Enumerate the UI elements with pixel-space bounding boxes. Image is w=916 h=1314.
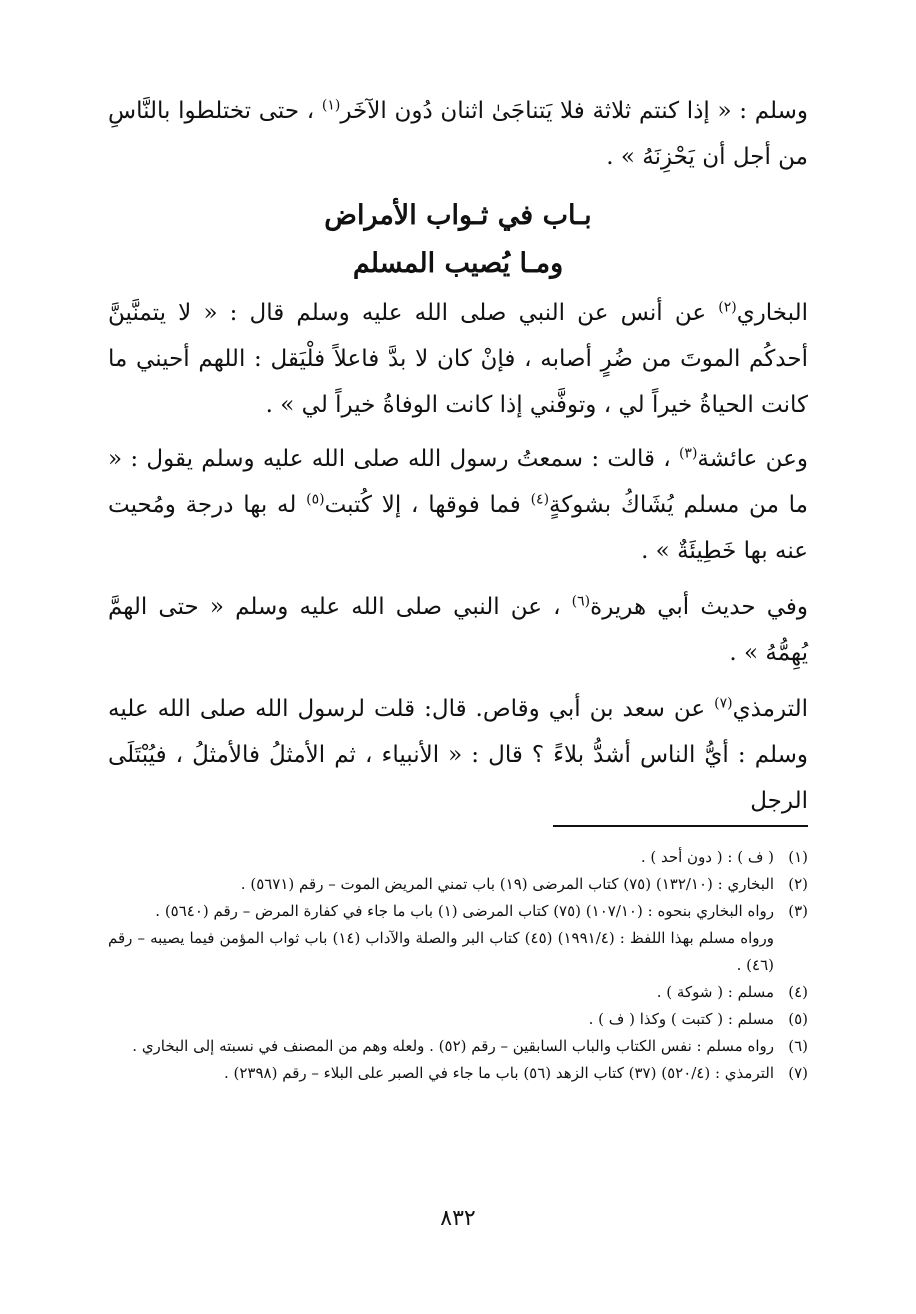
footnotes-section	[108, 844, 808, 1087]
footnote-3	[108, 898, 808, 925]
footnote-1	[108, 844, 808, 871]
paragraph-text: ، عن النبي صلى الله عليه وسلم « حتى الهمَّ يُهِمُّهُ » .	[108, 594, 808, 666]
footnote-text: مسلم : ( شوكة ) .	[656, 983, 774, 1001]
footnote-5	[108, 1006, 808, 1033]
paragraph-text: له بها درجة ومُحيت عنه بها خَطِيئَةٌ » .	[108, 492, 808, 564]
footnote-3-continuation: ورواه مسلم بهذا اللفظ : (١٩٩١/٤) (٤٥) كتاب البر والصلة والآداب (١٤) باب ثواب المؤمن فيما يصيبه – رقم (٤٦) .	[108, 929, 774, 974]
paragraph-text: وعن عائشة	[697, 446, 809, 472]
footnote-number: (٤)	[788, 983, 808, 1001]
footnote-ref-7: (٧)	[714, 695, 733, 712]
footnote-2	[108, 871, 808, 898]
page-number: ٨٣٢	[440, 1206, 476, 1231]
chapter-heading-line-2: ومـا يُصيب المسلم	[352, 248, 564, 279]
footnote-text: الترمذي : (٥٢٠/٤) (٣٧) كتاب الزهد (٥٦) باب ما جاء في الصبر على البلاء – رقم (٢٣٩٨) .	[223, 1064, 774, 1082]
footnote-7	[108, 1060, 808, 1087]
footnote-ref-5: (٥)	[306, 491, 325, 508]
footnote-number: (٣)	[788, 902, 808, 920]
chapter-heading-line-1: بـاب في ثـواب الأمراض	[324, 200, 592, 231]
footnote-number: (٥)	[788, 1010, 808, 1028]
footnote-number: (٧)	[788, 1064, 808, 1082]
paragraph-text: وسلم : « إذا كنتم ثلاثة فلا يَتناجَىٰ اثنان دُون الآخَر	[340, 98, 808, 124]
hadith-tirmidhi-saad	[108, 686, 808, 824]
paragraph-continuation	[108, 88, 808, 180]
paragraph-text: وفي حديث أبي هريرة	[590, 594, 808, 620]
footnote-ref-6: (٦)	[571, 593, 591, 610]
paragraph-text: ، حتى تختلطوا بالنَّاسِ من أجل أن يَحْزِنَهُ » .	[108, 98, 808, 170]
paragraph-text: عن سعد بن أبي وقاص. قال: قلت لرسول الله صلى الله عليه وسلم : أيُّ الناس أشدُّ بلاءً ؟ قال : « الأنبياء ، ثم الأمثلُ فالأمثلُ ، فيُبْتَلَى الرجل	[108, 696, 808, 814]
footnote-text: ( ف ) : ( دون أحد ) .	[640, 848, 774, 866]
footnote-ref-1: (١)	[321, 97, 341, 114]
hadith-aisha	[108, 436, 808, 574]
footnote-6	[108, 1033, 808, 1060]
footnote-number: (٦)	[788, 1037, 808, 1055]
paragraph-text: فما فوقها ، إلا كُتبت	[324, 492, 531, 518]
footnote-text: رواه البخاري بنحوه : (١٠٧/١٠) (٧٥) كتاب المرضى (١) باب ما جاء في كفارة المرض – رقم (٥٦٤٠) .	[155, 902, 774, 920]
footnote-ref-4: (٤)	[530, 491, 550, 508]
footnote-text: مسلم : ( كتبت ) وكذا ( ف ) .	[588, 1010, 774, 1028]
footnote-number: (١)	[788, 848, 808, 866]
footnote-separator	[553, 825, 808, 827]
footnote-number: (٢)	[788, 875, 808, 893]
footnote-ref-3: (٣)	[678, 445, 698, 462]
footnote-ref-2: (٢)	[718, 299, 737, 316]
paragraph-text: ، قالت : سمعتُ رسول الله صلى الله عليه وسلم يقول : « ما من مسلم يُشَاكُ بشوكةٍ	[108, 446, 808, 518]
paragraph-text: عن أنس عن النبي صلى الله عليه وسلم قال : « لا يتمنَّينَّ أحدكُم الموتَ من ضُرٍ أصابه ، فإنْ كان لا بدَّ فاعلاً فلْيَقل : اللهم أحيني ما كانت الحياةُ خيراً لي ، وتوفَّني إذا كانت الوفاةُ خيراً لي » .	[108, 300, 808, 418]
footnote-text: البخاري : (١٣٢/١٠) (٧٥) كتاب المرضى (١٩) باب تمني المريض الموت – رقم (٥٦٧١) .	[240, 875, 774, 893]
footnote-4	[108, 979, 808, 1006]
hadith-abu-hurayra	[108, 584, 808, 676]
hadith-bukhari-anas	[108, 290, 808, 428]
paragraph-text: البخاري	[736, 300, 808, 326]
paragraph-text: الترمذي	[732, 696, 808, 722]
footnote-text: رواه مسلم : نفس الكتاب والباب السابقين – رقم (٥٢) . ولعله وهم من المصنف في نسبته إلى البخاري .	[132, 1037, 774, 1055]
